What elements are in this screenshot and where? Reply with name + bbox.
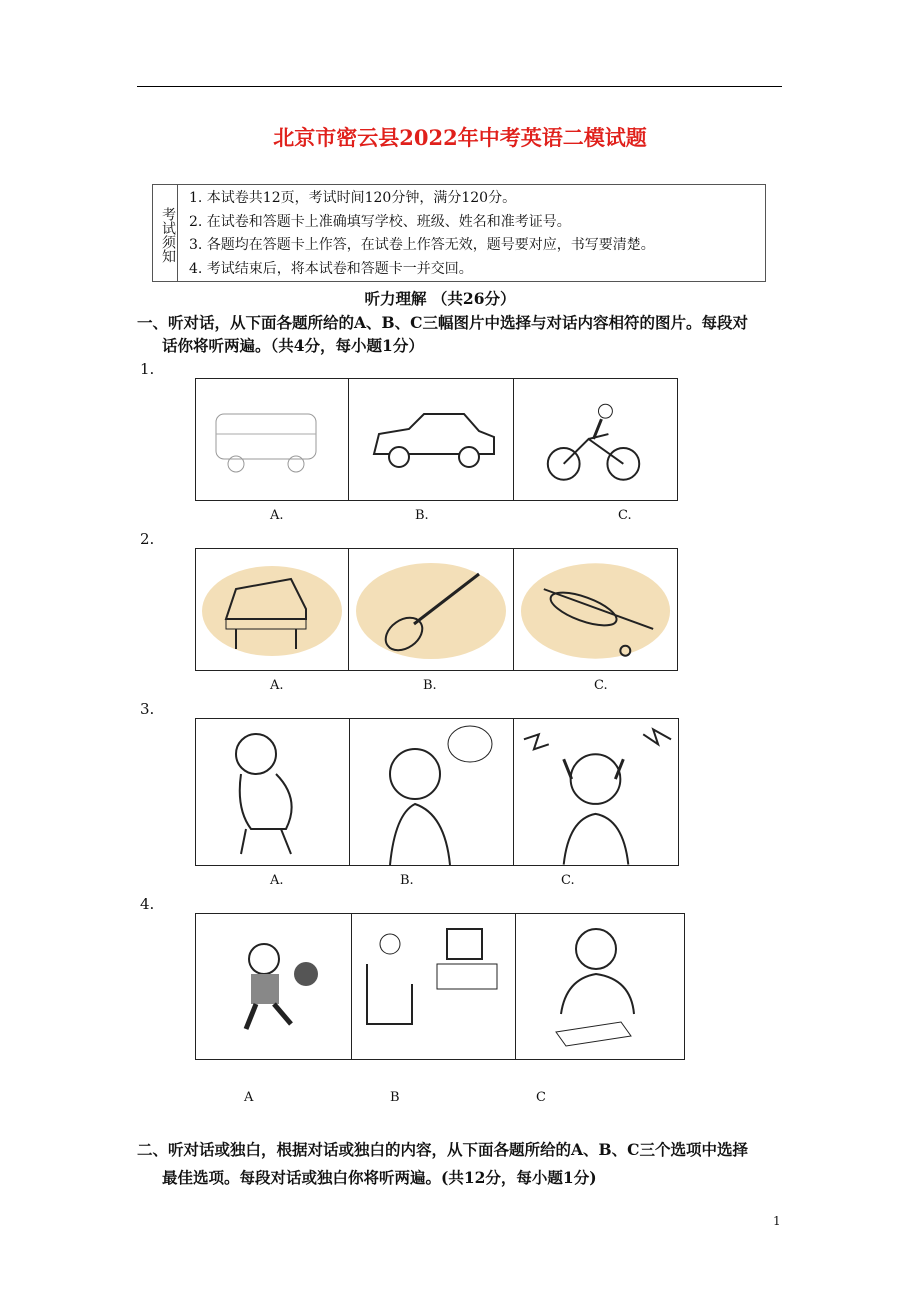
section2-instruction-line2: 最佳选项。每段对话或独白你将听两遍。(共12分，每小题1分) [162, 1168, 597, 1187]
section1-instruction-line1: 一、听对话，从下面各题所给的A、B、C三幅图片中选择与对话内容相符的图片。每段对 [137, 313, 748, 332]
question-number: 1. [140, 360, 155, 378]
part-heading: 听力理解 （共26分） [364, 289, 516, 308]
option-label: C. [594, 678, 608, 693]
picture-writing [516, 914, 684, 1059]
notice-item: 3. 各题均在答题卡上作答，在试卷上作答无效，题号要对应，书写要清楚。 [189, 237, 655, 253]
page-title: 北京市密云县2022年中考英语二模试题 [273, 125, 647, 150]
picture-bus [196, 379, 349, 500]
section2-instruction-line1: 二、听对话或独白，根据对话或独白的内容，从下面各题所给的A、B、C三个选项中选择 [137, 1140, 748, 1159]
notice-side-label: 考试须知 [153, 185, 178, 281]
notice-item: 1. 本试卷共12页，考试时间120分钟，满分120分。 [189, 190, 517, 206]
picture-headache [514, 719, 678, 865]
question-2-pictures [195, 548, 678, 671]
option-label: B [390, 1090, 400, 1105]
picture-toothache [350, 719, 514, 865]
picture-playing-football [196, 914, 352, 1059]
option-label: A. [270, 508, 284, 523]
option-label: B. [423, 678, 437, 693]
picture-piano [196, 549, 349, 670]
question-number: 3. [140, 700, 155, 718]
option-label: A [244, 1090, 254, 1105]
header-rule [137, 86, 782, 87]
question-1-pictures [195, 378, 678, 501]
page-number: 1 [773, 1214, 781, 1228]
option-label: C [536, 1090, 546, 1105]
picture-stomachache [196, 719, 350, 865]
option-label: B. [415, 508, 429, 523]
picture-watching-tv [352, 914, 516, 1059]
question-number: 2. [140, 530, 155, 548]
picture-guitar [349, 549, 514, 670]
picture-violin [514, 549, 677, 670]
question-4-pictures [195, 913, 685, 1060]
exam-notice-box [152, 184, 766, 282]
notice-item: 2. 在试卷和答题卡上准确填写学校、班级、姓名和准考证号。 [189, 213, 571, 230]
question-3-pictures [195, 718, 679, 866]
picture-bicycle [514, 379, 677, 500]
option-label: A. [270, 678, 284, 693]
question-number: 4. [140, 895, 155, 913]
option-label: B. [400, 873, 414, 888]
option-label: C. [618, 508, 632, 523]
notice-item: 4. 考试结束后，将本试卷和答题卡一并交回。 [189, 260, 473, 277]
picture-car [349, 379, 514, 500]
option-label: A. [270, 873, 284, 888]
option-label: C. [561, 873, 575, 888]
section1-instruction-line2: 话你将听两遍。（共4分，每小题1分） [162, 336, 424, 355]
